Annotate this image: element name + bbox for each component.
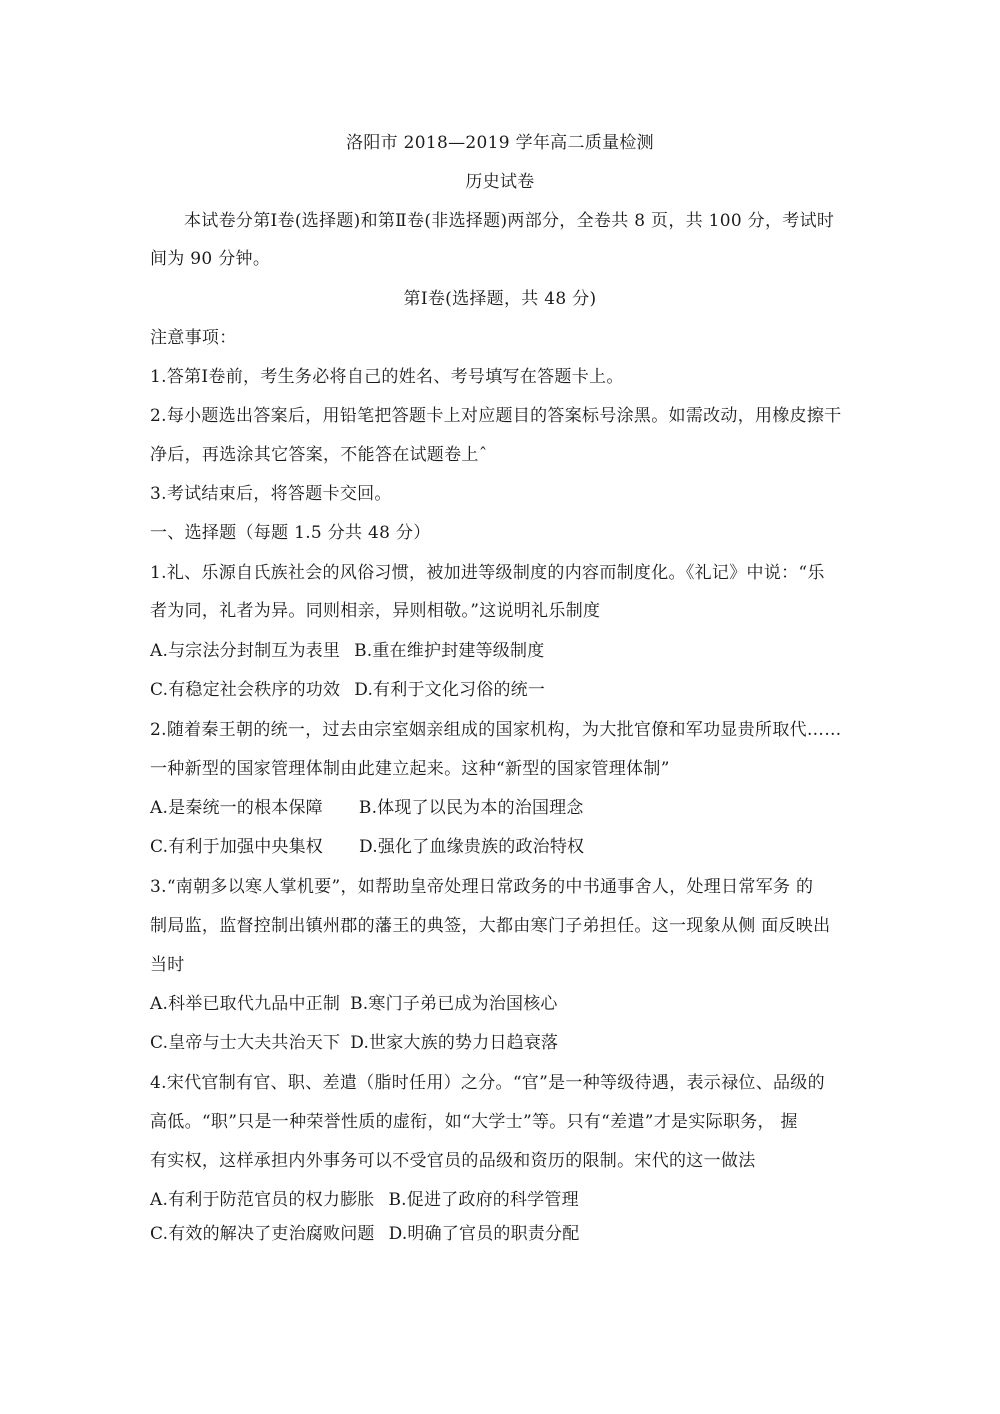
- question-1-options-row-2: [150, 678, 850, 702]
- option-b: B.体现了以民为本的治国理念: [358, 798, 584, 818]
- question-2-stem-line-1: 2.随着秦王朝的统一，过去由宗室姻亲组成的国家机构，为大批官僚和军功显贵所取代……: [150, 720, 842, 740]
- option-a: A.与宗法分封制互为表里: [150, 641, 341, 661]
- option-c: C.有稳定社会秩序的功效: [150, 680, 341, 700]
- intro-line-1: 本试卷分第Ⅰ卷(选择题)和第Ⅱ卷(非选择题)两部分，全卷共 8 页，共 100 分，考试时: [184, 211, 835, 231]
- question-3-stem-line-3: 当时: [150, 955, 185, 975]
- notes-heading: 注意事项：: [150, 328, 237, 348]
- option-c: C.有利于加强中央集权: [150, 837, 324, 857]
- note-2-line-1: 2.每小题选出答案后，用铅笔把答题卡上对应题目的答案标号涂黑。如需改动，用橡皮擦干: [150, 406, 842, 426]
- note-1: 1.答第Ⅰ卷前，考生务必将自己的姓名、考号填写在答题卡上。: [150, 367, 624, 387]
- option-b: B.促进了政府的科学管理: [388, 1190, 579, 1210]
- question-4-options-row-2: [150, 1222, 850, 1246]
- question-3-stem-line-2: 制局监，监督控制出镇州郡的藩王的典签，大都由寒门子弟担任。这一现象从侧 面反映出: [150, 916, 831, 936]
- intro-line-2: 间为 90 分钟。: [150, 249, 271, 269]
- note-2-line-2: 净后，再选涂其它答案，不能答在试题卷上ˆ: [150, 445, 488, 465]
- exam-subject: 历史试卷: [465, 172, 535, 192]
- option-d: D.强化了血缘贵族的政治特权: [359, 837, 585, 857]
- option-d: D.世家大族的势力日趋衰落: [350, 1033, 559, 1053]
- option-b: B.重在维护封建等级制度: [354, 641, 545, 661]
- option-a: A.科举已取代九品中正制: [150, 994, 341, 1014]
- option-a: A.是秦统一的根本保障: [150, 798, 323, 818]
- question-1-stem-line-1: 1.礼、乐源自氏族社会的风俗习惯，被加进等级制度的内容而制度化。《礼记》中说：“乐: [150, 563, 825, 583]
- option-d: D.明确了官员的职责分配: [388, 1224, 580, 1244]
- question-2-stem-line-2: 一种新型的国家管理体制由此建立起来。这种“新型的国家管理体制”: [150, 759, 670, 779]
- question-4-stem-line-2: 高低。“职”只是一种荣誉性质的虚衔，如“大学士”等。只有“差遣”才是实际职务， 握: [150, 1112, 798, 1132]
- question-4-stem-line-1: 4.宋代官制有官、职、差遣（脂时任用）之分。“官”是一种等级待遇，表示禄位、品级的: [150, 1073, 825, 1093]
- option-c: C.有效的解决了吏治腐败问题: [150, 1224, 375, 1244]
- question-1-stem-line-2: 者为同，礼者为异。同则相亲，异则相敬。”这说明礼乐制度: [150, 601, 601, 621]
- question-4-options-row-1: [150, 1188, 850, 1212]
- question-2-options-row-1: [150, 796, 850, 820]
- option-a: A.有利于防范官员的权力膨胀: [150, 1190, 375, 1210]
- option-c: C.皇帝与士大夫共治天下: [150, 1033, 341, 1053]
- question-3-stem-line-1: 3.“南朝多以寒人掌机要”，如帮助皇帝处理日常政务的中书通事舍人，处理日常军务 的: [150, 877, 814, 897]
- section-title: 第Ⅰ卷(选择题，共 48 分): [403, 289, 597, 309]
- part-heading: 一、选择题（每题 1.5 分共 48 分）: [150, 523, 431, 543]
- question-4-stem-line-3: 有实权，这样承担内外事务可以不受官员的品级和资历的限制。宋代的这一做法: [150, 1151, 756, 1171]
- question-2-options-row-2: [150, 835, 850, 859]
- exam-title: 洛阳市 2018—2019 学年高二质量检测: [346, 133, 654, 153]
- question-3-options-row-2: [150, 1031, 850, 1055]
- question-3-options-row-1: [150, 992, 850, 1016]
- question-1-options-row-1: [150, 639, 850, 663]
- option-b: B.寒门子弟已成为治国核心: [350, 994, 558, 1014]
- note-3: 3.考试结束后，将答题卡交回。: [150, 484, 392, 504]
- option-d: D.有利于文化习俗的统一: [354, 680, 546, 700]
